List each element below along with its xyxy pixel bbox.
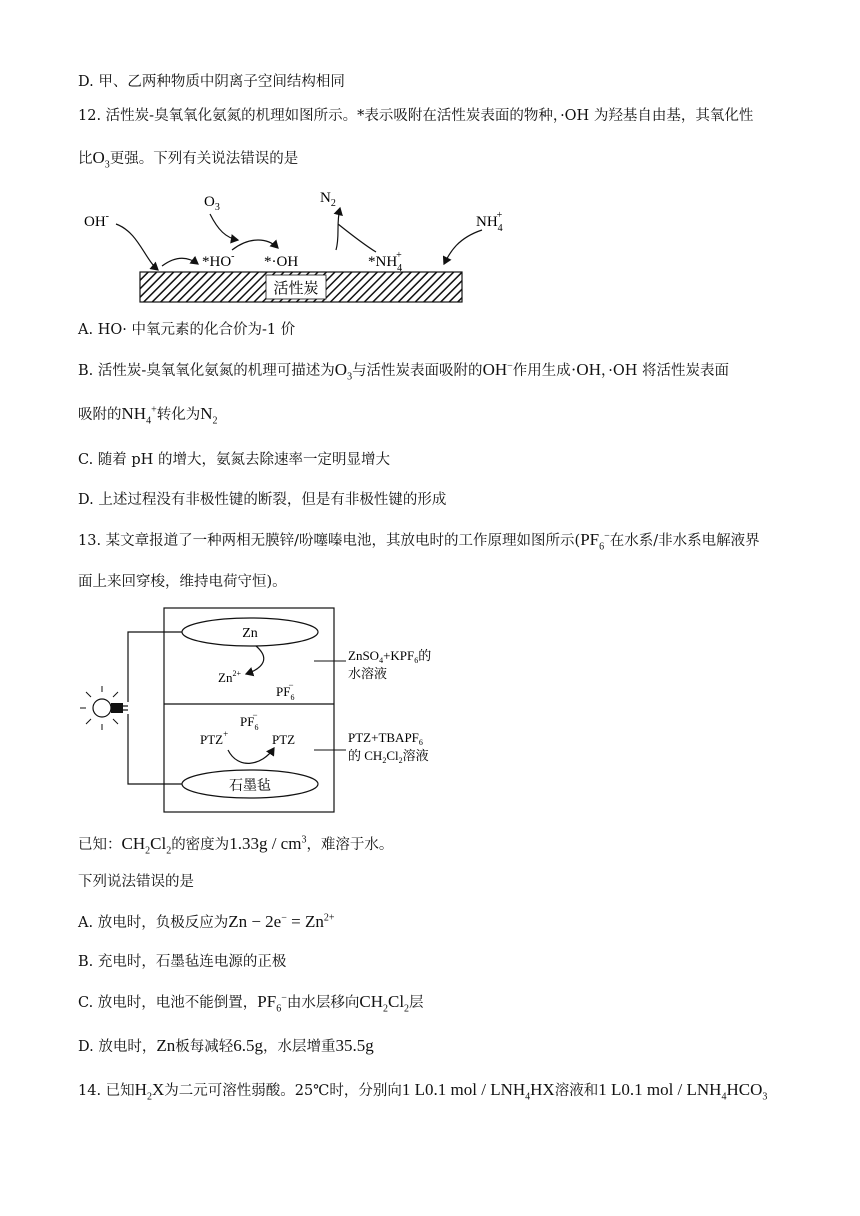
nh4-label: $NH_4+$ (476, 210, 503, 234)
svg-text:PTZ+TBAPF6: $PTZ+TBAPF_6$ (348, 730, 423, 747)
q13-option-b: B. 充电时，石墨毡连电源的正极 (78, 954, 287, 970)
oh-minus-label: OH- (84, 211, 110, 230)
q13-battery-diagram (78, 604, 458, 816)
bulb-icon (80, 686, 128, 730)
q13-stem-line1: 13. 某文章报道了一种两相无膜锌/吩噻嗪电池，其放电时的工作原理如图所示($PF_6^-$在水系/非水系电解液界 (78, 530, 760, 553)
q14-stem: 14. 已知$H_2X$为二元可溶性弱酸。25℃时，分别向1 L0.1 mol / $LNH_4HX$溶液和1 L0.1 mol / $LNH_4HCO_3$ (78, 1080, 768, 1103)
q12-option-c: C. 随着 pH 的增大，氨氮去除速率一定明显增大 (78, 452, 390, 468)
q12-option-d: D. 上述过程没有非极性键的断裂，但是有非极性键的形成 (78, 492, 447, 508)
q13-stem-line2: 面上来回穿梭，维持电荷守恒)。 (78, 574, 287, 590)
svg-text:的 CH2Cl2溶液: 的 $CH_2Cl_2$溶液 (348, 748, 429, 765)
q12-option-a: A. HO· 中氧元素的化合价为-1 价 (78, 322, 296, 338)
svg-text:PF6−: $PF_6-$ (276, 680, 295, 702)
q13-option-a: A. 放电时，负极反应为$Zn - 2e^- = Zn^{2+}$ (78, 912, 335, 931)
ho-ads-label: *HO- (202, 251, 235, 270)
svg-text:Zn2+: $Zn^{2+}$ (218, 669, 241, 685)
q11-option-d: D. 甲、乙两种物质中阴离子空间结构相同 (78, 74, 345, 90)
svg-text:石墨毡: 石墨毡 (229, 779, 271, 794)
svg-text:水溶液: 水溶液 (348, 666, 388, 681)
svg-text:Zn: Zn (242, 626, 258, 641)
q13-known: 已知：$CH_2Cl_2$的密度为$1.33g / cm^3$，难溶于水。 (78, 834, 394, 857)
q12-option-b-line2: 吸附的$NH_4^+$转化为$N_2$ (78, 404, 218, 427)
q13-option-d: D. 放电时，Zn板每减轻6.5g，水层增重35.5g (78, 1036, 374, 1055)
n2-label: $N_2$ (320, 190, 336, 209)
nh4-ads-label: $*NH_4+$ (368, 250, 403, 274)
o3-label: $O_3$ (204, 194, 220, 213)
svg-text:PTZ+: PTZ+ (200, 729, 229, 747)
svg-text:PF6−: $PF_6-$ (240, 710, 259, 732)
q13-ask: 下列说法错误的是 (78, 874, 194, 890)
q12-stem-line2: 比$O_3$更强。下列有关说法错误的是 (78, 148, 299, 171)
q12-stem-line1: 12. 活性炭-臭氧氧化氨氮的机理如图所示。*表示吸附在活性炭表面的物种，·OH 为羟基自由基，其氧化性 (78, 108, 754, 124)
q12-mechanism-diagram (78, 180, 518, 308)
oh-ads-label: *·OH (264, 254, 299, 270)
q13-option-c: C. 放电时，电池不能倒置，$PF_6^-$由水层移向$CH_2Cl_2$层 (78, 992, 424, 1015)
q12-option-b-line1: B. 活性炭-臭氧氧化氨氮的机理可描述为$O_3$与活性炭表面吸附的OH−作用生成·OH，·OH 将活性炭表面 (78, 360, 729, 383)
svg-text:ZnSO4+KPF6的: $ZnSO_4+KPF_6$的 (348, 648, 432, 665)
svg-text:PTZ: PTZ (272, 732, 296, 747)
carbon-label: 活性炭 (273, 281, 319, 297)
